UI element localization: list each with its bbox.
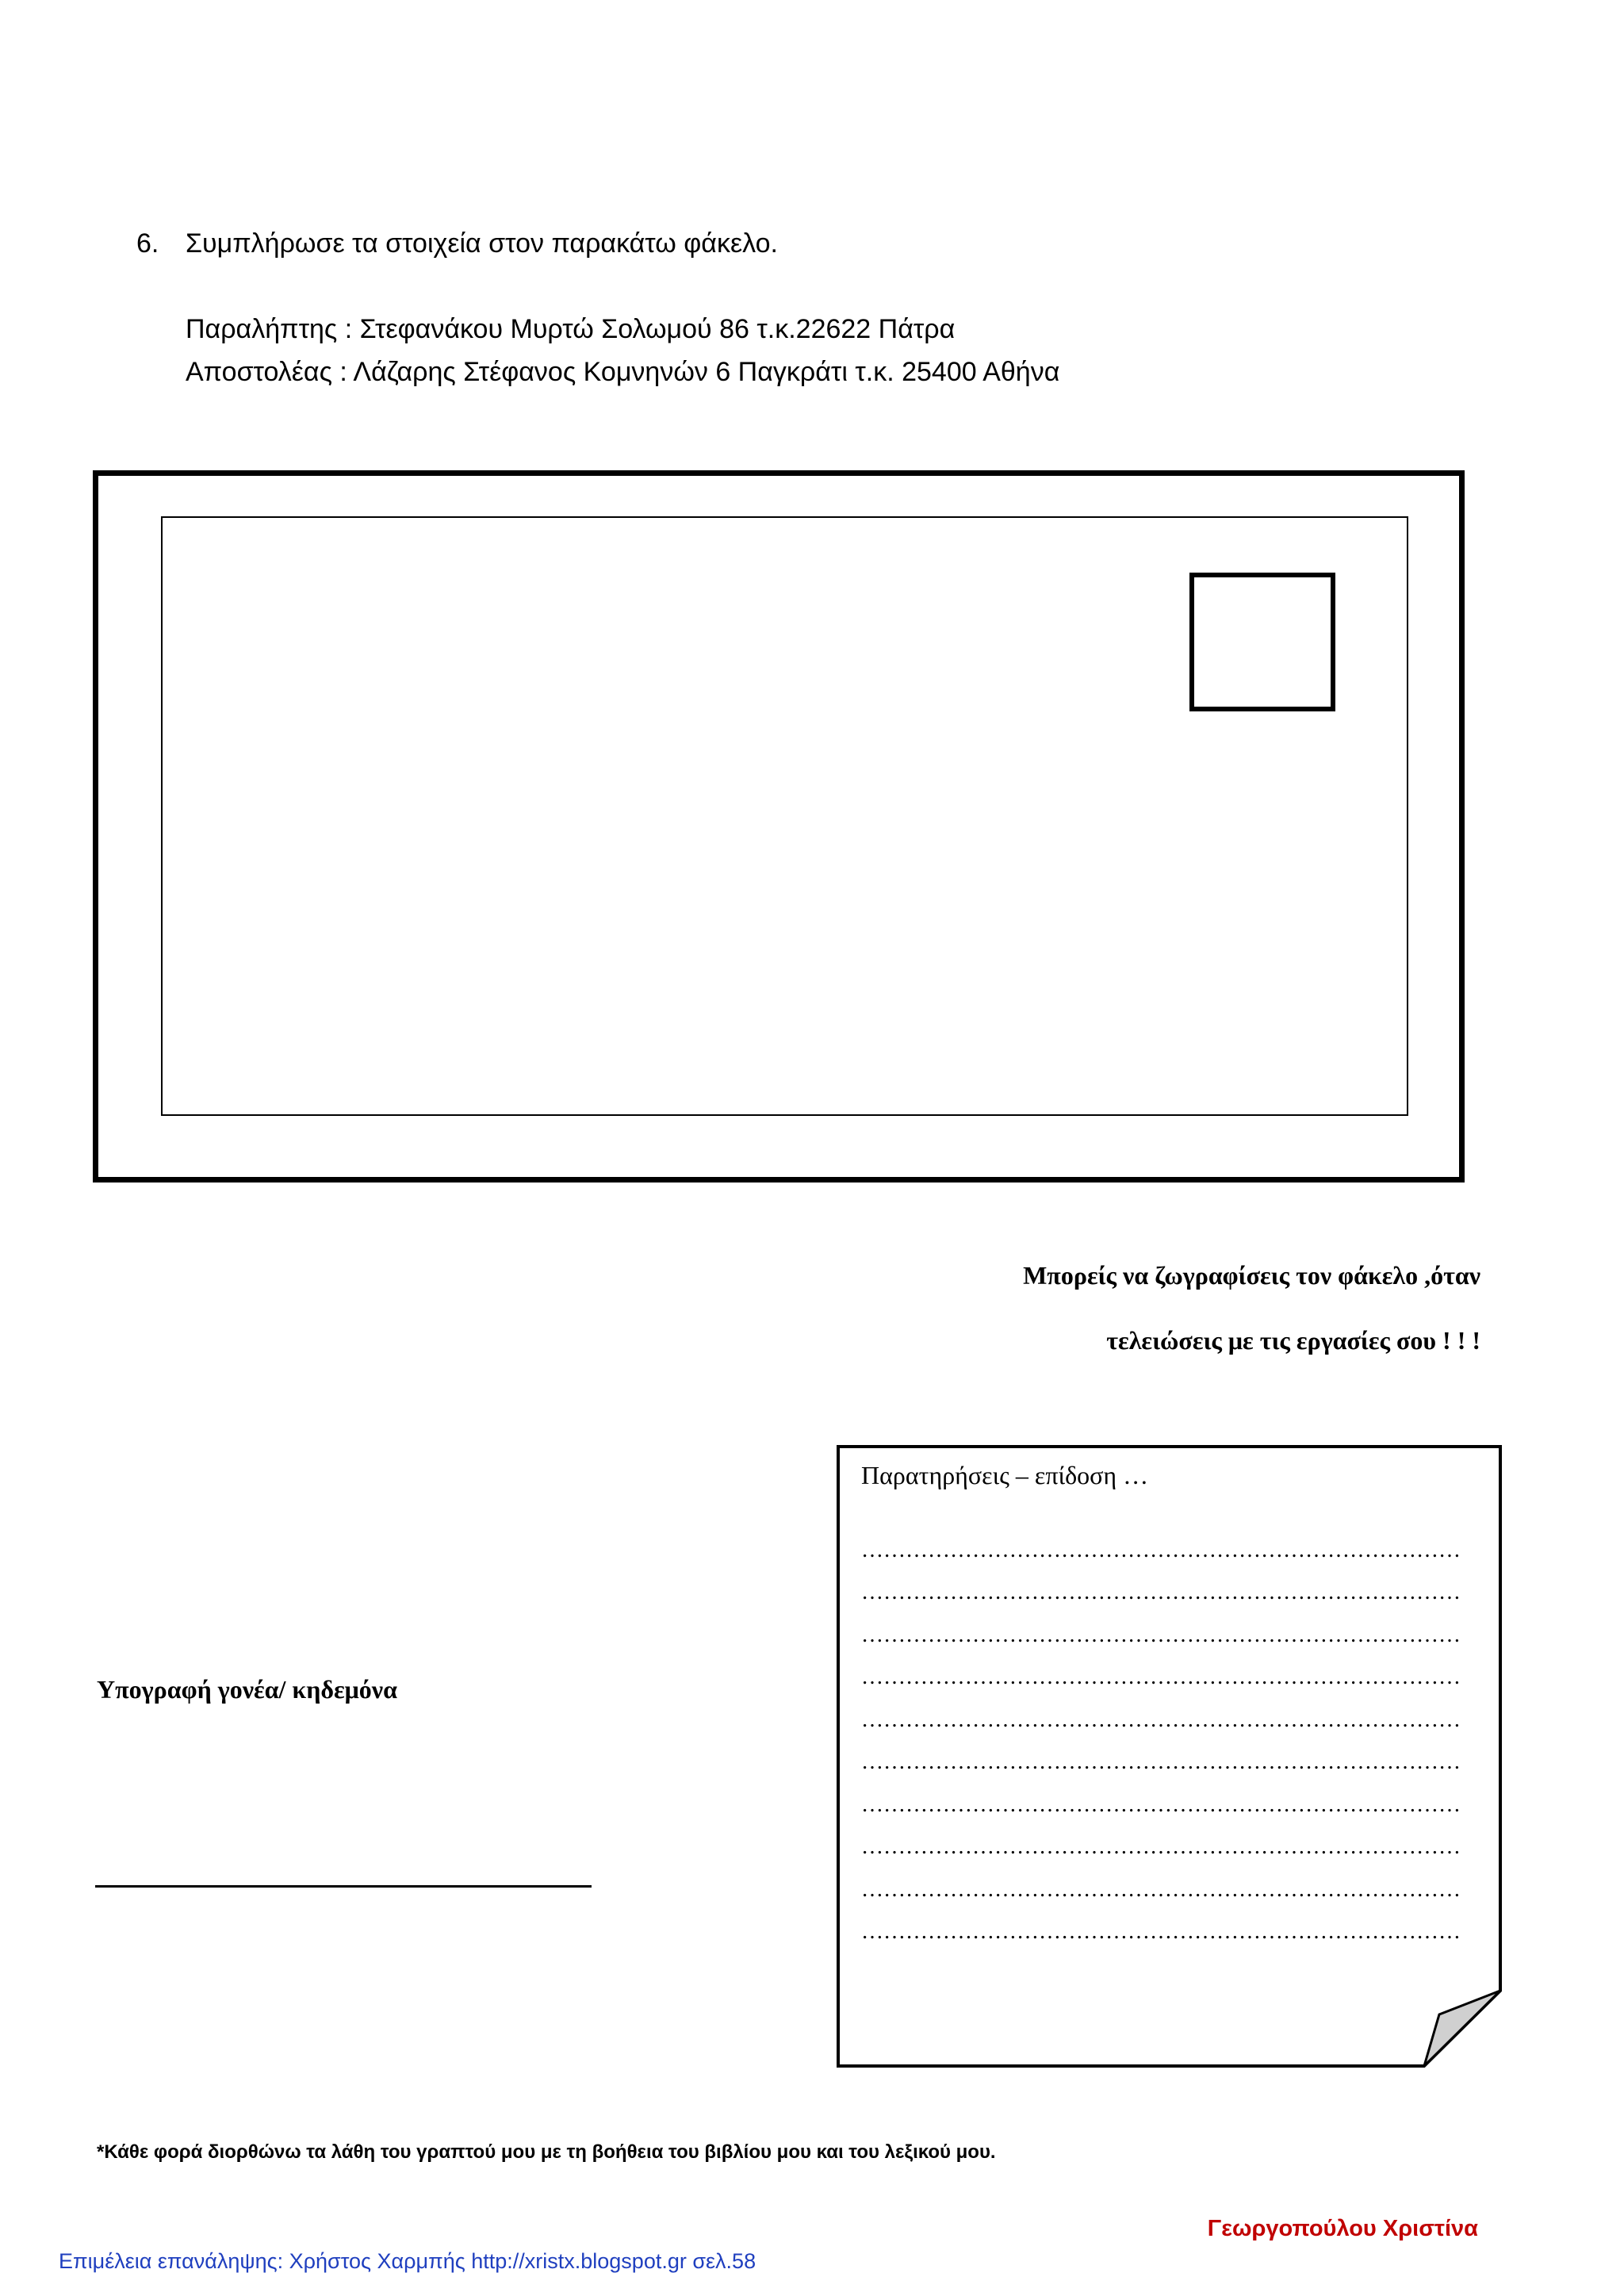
- signature-line[interactable]: [95, 1885, 592, 1888]
- exercise-text: Συμπλήρωσε τα στοιχεία στον παρακάτω φάκελο.: [186, 228, 778, 259]
- stamp-box: [1189, 573, 1335, 711]
- recipient-address: Παραλήπτης : Στεφανάκου Μυρτώ Σολωμού 86 τ.κ.22622 Πάτρα: [186, 314, 956, 344]
- notes-line[interactable]: ………………………………………………………………………: [861, 1835, 1461, 1859]
- signature-label: Υπογραφή γονέα/ κηδεμόνα: [97, 1675, 397, 1704]
- notes-line[interactable]: ………………………………………………………………………: [861, 1750, 1461, 1774]
- notes-line[interactable]: ………………………………………………………………………: [861, 1581, 1461, 1604]
- exercise-number: 6.: [136, 228, 159, 259]
- notes-line[interactable]: ………………………………………………………………………: [861, 1793, 1461, 1817]
- credit-line: Επιμέλεια επανάληψης: Χρήστος Χαρμπής http://xristx.blogspot.gr σελ.58: [59, 2249, 756, 2273]
- notes-line[interactable]: ………………………………………………………………………: [861, 1708, 1461, 1732]
- author-name: Γεωργοπούλου Χριστίνα: [1207, 2216, 1478, 2241]
- notes-line[interactable]: ………………………………………………………………………: [861, 1539, 1461, 1562]
- sender-address: Αποστολέας : Λάζαρης Στέφανος Κομνηνών 6 Παγκράτι τ.κ. 25400 Αθήνα: [186, 357, 1060, 387]
- notes-line[interactable]: ………………………………………………………………………: [861, 1665, 1461, 1689]
- draw-note-line-1: Μπορείς να ζωγραφίσεις τον φάκελο ,όταν: [1023, 1261, 1480, 1290]
- footnote: *Κάθε φορά διορθώνω τα λάθη του γραπτού μου με τη βοήθεια του βιβλίου μου και του λεξικού μου.: [97, 2141, 996, 2163]
- draw-note-line-2: τελειώσεις με τις εργασίες σου ! ! !: [1106, 1326, 1480, 1355]
- exercise-instruction: [136, 228, 778, 259]
- notes-line[interactable]: ………………………………………………………………………: [861, 1623, 1461, 1647]
- notes-title: Παρατηρήσεις – επίδοση …: [861, 1461, 1149, 1489]
- notes-line[interactable]: ………………………………………………………………………: [861, 1878, 1461, 1902]
- notes-line[interactable]: ………………………………………………………………………: [861, 1920, 1461, 1944]
